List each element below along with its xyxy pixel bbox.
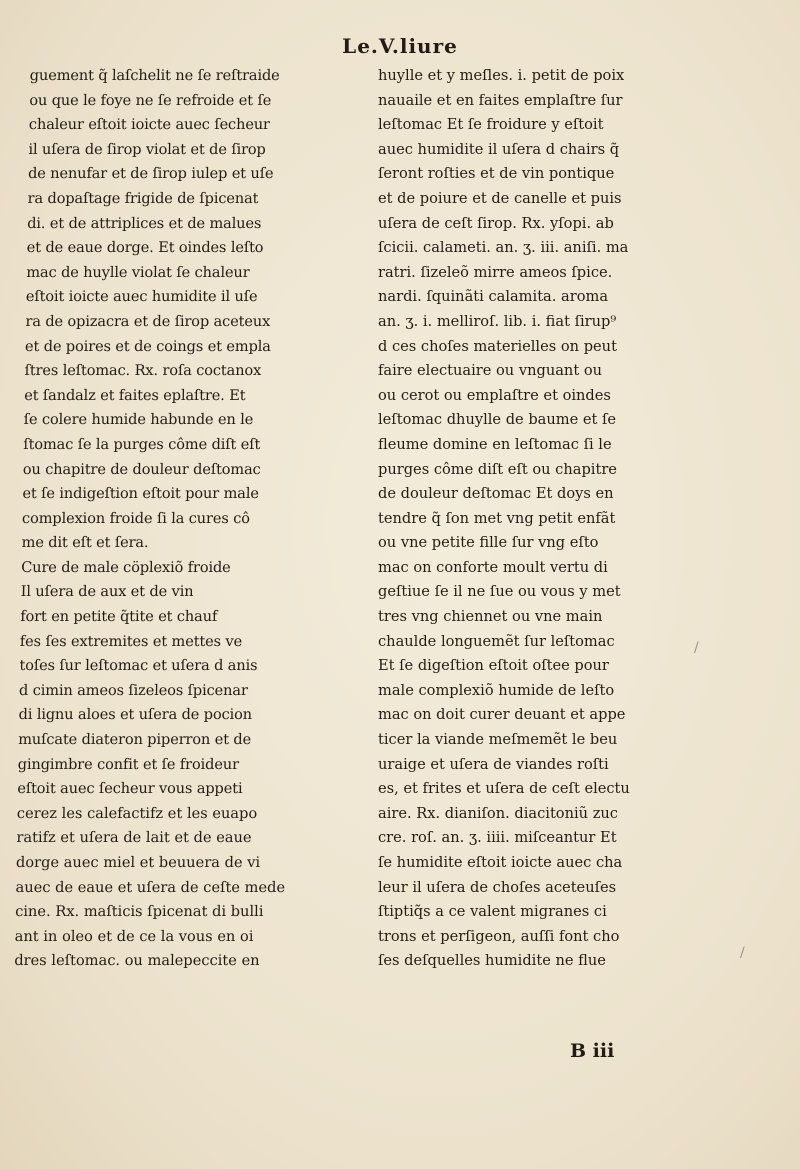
text-line: ant in oleo et de ce la vous en oi <box>14 927 254 945</box>
text-line: guement q̃ laſchelit ne ſe reſtraide <box>29 67 280 84</box>
text-line: leur il uſera de choſes aceteuſes <box>378 878 617 896</box>
text-line: ratri. ſizeleõ mirre ameos ſpice. <box>378 263 613 281</box>
text-line: d ces choſes materielles on peut <box>378 337 617 355</box>
text-line: de douleur deſtomac Et doys en <box>378 485 614 503</box>
right-column <box>378 64 678 974</box>
text-line: ra de opizacra et de ſirop aceteux <box>25 312 271 330</box>
text-line: ou que le foye ne ſe refroide et ſe <box>29 91 272 109</box>
text-line: Cure de male cöplexiõ froide <box>21 558 231 576</box>
text-line: cre. roſ. an. ʒ. iiii. miſceantur Et <box>378 829 617 847</box>
text-line: fort en petite q̃tite et chauf <box>20 608 218 626</box>
text-line: et ſe indigeſtion eſtoit pour male <box>22 485 259 503</box>
text-line: et de poiure et de canelle et puis <box>378 189 622 207</box>
text-line: et de poires et de coings et empla <box>24 337 271 355</box>
text-line: ſe colere humide habunde en le <box>23 411 254 429</box>
running-head: Le.V.liure <box>342 34 458 58</box>
text-line: cine. Rx. maſticis ſpicenat di bulli <box>14 903 264 921</box>
text-line: ou cerot ou emplaſtre et oindes <box>378 386 611 404</box>
text-line: ſe humidite eſtoit ioicte auec cha <box>378 854 623 871</box>
text-line: il uſera de ſirop violat et de ſirop <box>28 140 266 158</box>
text-line: uſera de ceſt ſirop. Rx. yſopi. ab <box>378 214 614 232</box>
text-line: an. ʒ. i. melliroſ. lib. i. fiat ſirup⁹ <box>378 312 617 330</box>
text-line: ſes deſquelles humidite ne flue <box>378 952 606 970</box>
text-line: faire electuaire ou vnguant ou <box>378 362 603 380</box>
text-line: Il uſera de aux et de vin <box>20 583 194 601</box>
text-line: trons et perſigeon, auſſi font cho <box>378 927 620 945</box>
signature-mark: B iii <box>570 1040 615 1062</box>
margin-mark: / <box>694 640 699 656</box>
text-line: et de eaue dorge. Et oindes leſto <box>26 239 264 257</box>
text-line: ſtomac ſe la purges côme diſt eſt <box>23 435 261 453</box>
text-line: leſtomac dhuylle de baume et ſe <box>378 411 617 429</box>
left-column <box>14 64 350 974</box>
text-line: cerez les calefactifz et les euapo <box>16 804 258 822</box>
text-line: purges côme diſt eſt ou chapitre <box>378 460 617 478</box>
text-line: huylle et y meſles. i. petit de poix <box>378 67 625 84</box>
text-line: di. et de attriplices et de malues <box>27 214 262 232</box>
text-line: male complexiõ humide de leſto <box>378 681 615 699</box>
text-line: gingimbre confit et ſe froideur <box>17 755 240 773</box>
margin-mark: / <box>740 945 745 961</box>
text-line: ou vne petite fille ſur vng eſto <box>378 534 599 552</box>
text-line: muſcate diateron piperron et de <box>18 731 252 749</box>
text-line: fes ſes extremites et mettes ve <box>19 632 243 650</box>
text-line: ſeront roſties et de vin pontique <box>378 165 615 183</box>
text-line: dres leſtomac. ou malepeccite en <box>14 952 260 970</box>
text-line: mac on conforte moult vertu di <box>378 558 608 576</box>
text-line: eſtoit auec ſecheur vous appeti <box>17 780 243 798</box>
text-line: de nenufar et de ſirop iulep et uſe <box>27 165 274 183</box>
text-line: ticer la viande meſmemẽt le beu <box>378 731 618 749</box>
text-line: tendre q̃ ſon met vng petit enfãt <box>378 509 616 527</box>
text-line: ſtres leſtomac. Rx. roſa coctanox <box>24 362 262 380</box>
text-line: chaulde longuemẽt ſur leſtomac <box>378 632 615 650</box>
text-line: uraige et uſera de viandes roſti <box>378 755 609 773</box>
text-line: es, et frites et uſera de ceſt electu <box>378 780 630 798</box>
text-line: me dit eſt et ſera. <box>21 534 149 552</box>
text-line: mac de huylle violat ſe chaleur <box>26 263 250 281</box>
text-line: chaleur eſtoit ioicte auec ſecheur <box>28 116 270 134</box>
text-line: auec de eaue et uſera de ceſte mede <box>15 878 286 896</box>
text-line: eſtoit ioicte auec humidite il uſe <box>25 288 258 306</box>
text-line: dorge auec miel et beuuera de vi <box>15 854 261 871</box>
text-line: ſcicii. calameti. an. ʒ. iii. aniſi. ma <box>378 239 629 257</box>
text-line: ſtiptiq̃s a ce valent migranes ci <box>378 903 607 921</box>
text-line: toſes ſur leſtomac et uſera d anis <box>19 657 258 675</box>
text-line: complexion froide ſi la cures cô <box>21 509 250 527</box>
text-line: fleume domine en leſtomac ſi le <box>378 435 612 453</box>
text-line: di lignu aloes et uſera de pocion <box>18 706 253 724</box>
text-line: ou chapitre de douleur deſtomac <box>22 460 261 478</box>
text-line: et ſandalz et faites eplaſtre. Et <box>24 386 246 404</box>
text-line: ratifz et uſera de lait et de eaue <box>16 829 252 847</box>
text-line: mac on doit curer deuant et appe <box>378 706 626 724</box>
text-line: leſtomac Et ſe froidure y eſtoit <box>378 116 604 134</box>
text-line: d cimin ameos ſizeleos ſpicenar <box>18 681 248 699</box>
text-line: tres vng chiennet ou vne main <box>378 608 603 626</box>
text-line: nardi. ſquinãti calamita. aroma <box>378 288 609 306</box>
text-line: nauaile et en faites emplaſtre ſur <box>378 91 623 109</box>
text-line: aire. Rx. dianiſon. diacitoniũ zuc <box>378 804 618 822</box>
text-line: auec humidite il uſera d chairs q̃ <box>378 140 620 158</box>
text-line: Et ſe digeſtion eſtoit oſtee pour <box>378 657 609 675</box>
text-line: geſtiue ſe il ne ſue ou vous y met <box>378 583 621 601</box>
text-line: ra dopaſtage frigide de ſpicenat <box>27 189 259 207</box>
